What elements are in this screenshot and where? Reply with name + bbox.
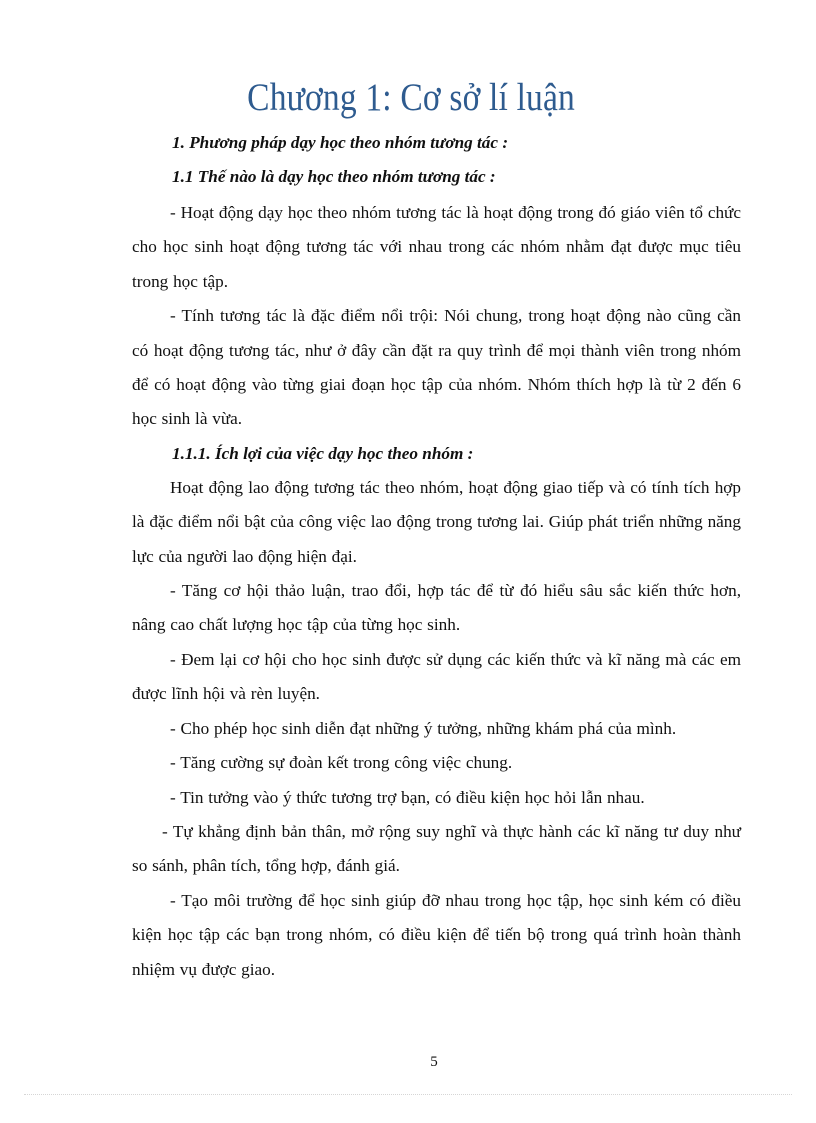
heading-1-1-1: 1.1.1. Ích lợi của việc dạy học theo nhóm : [172, 443, 474, 463]
page-number: 5 [430, 1054, 438, 1070]
paragraph-interaction: - Tính tương tác là đặc điểm nổi trội: Nói chung, trong hoạt động nào cũng cần có hoạt động tương tác, như ở đây cần đặt ra quy trình để mọi thành viên trong nhóm để có hoạt động vào từng giai đoạn học tập của nhóm. Nhóm thích hợp là từ 2 đến 6 học sinh là vừa. [132, 306, 741, 429]
list-item-express-ideas: - Cho phép học sinh diễn đạt những ý tưởng, những khám phá của mình. [170, 718, 677, 738]
list-item-discussion: - Tăng cơ hội thảo luận, trao đổi, hợp tác để từ đó hiểu sâu sắc kiến thức hơn, nâng cao chất lượng học tập của từng học sinh. [132, 581, 741, 635]
paragraph-benefits-intro: Hoạt động lao động tương tác theo nhóm, hoạt động giao tiếp và có tính tích hợp là đặc điểm nổi bật của công việc lao động trong tương lai. Giúp phát triển những năng lực của người lao động hiện đại. [132, 477, 741, 566]
paragraph-definition: - Hoạt động dạy học theo nhóm tương tác là hoạt động trong đó giáo viên tổ chức cho học sinh hoạt động tương tác với nhau trong các nhóm nhằm đạt được mục tiêu trong học tập. [132, 203, 741, 291]
heading-1-1: 1.1 Thế nào là dạy học theo nhóm tương tác : [172, 167, 496, 186]
page-bottom-divider [24, 1094, 792, 1095]
heading-1: 1. Phương pháp dạy học theo nhóm tương tác : [172, 133, 509, 152]
list-item-supportive-environment: - Tạo môi trường để học sinh giúp đỡ nhau trong học tập, học sinh kém có điều kiện học tập các bạn trong nhóm, có điều kiện để tiến bộ trong quá trình hoàn thành nhiệm vụ được giao. [132, 890, 741, 979]
list-item-apply-knowledge: - Đem lại cơ hội cho học sinh được sử dụng các kiến thức và kĩ năng mà các em được lĩnh hội và rèn luyện. [132, 649, 741, 704]
list-item-self-affirmation: - Tự khẳng định bản thân, mở rộng suy nghĩ và thực hành các kĩ năng tư duy như so sánh, phân tích, tổng hợp, đánh giá. [132, 821, 741, 876]
page-body [132, 126, 741, 987]
chapter-title: Chương 1: Cơ sở lí luận [247, 76, 576, 119]
list-item-solidarity: - Tăng cường sự đoàn kết trong công việc chung. [170, 753, 513, 773]
list-item-mutual-trust: - Tin tưởng vào ý thức tương trợ bạn, có điều kiện học hỏi lẫn nhau. [170, 787, 645, 807]
